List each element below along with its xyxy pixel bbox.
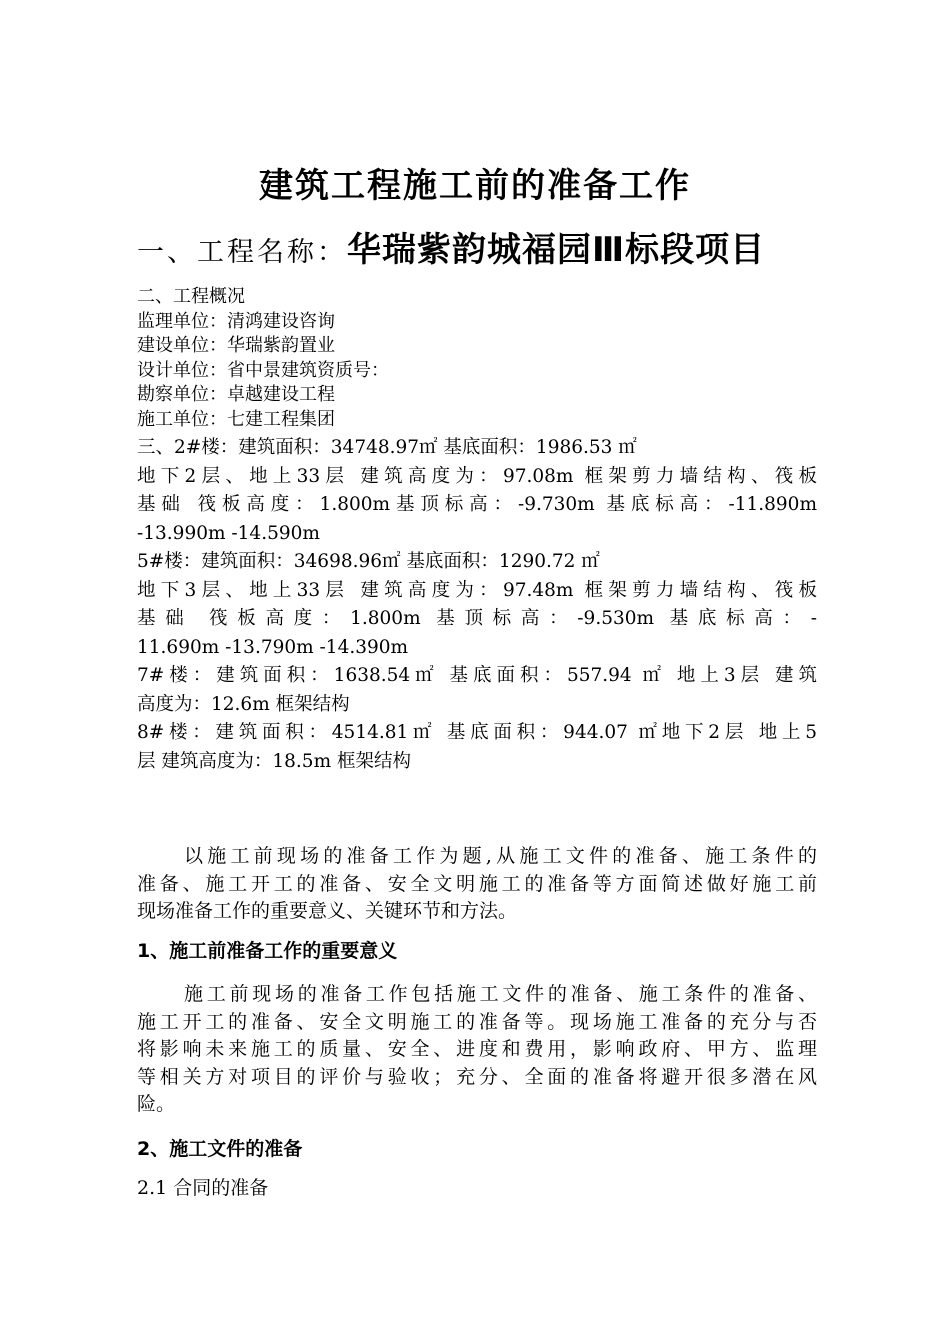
- building-2-line: 基础 筏板高度：1.800m基顶标高：-9.730m 基底标高：-11.890m: [137, 494, 817, 515]
- survey-unit: 勘察单位：卓越建设工程: [137, 384, 335, 406]
- project-name-line: [137, 226, 837, 274]
- building-5-line: 11.690m -13.790m -14.390m: [137, 636, 409, 658]
- overview-heading: 二、工程概况: [137, 286, 245, 307]
- building-5-line: 5#楼：建筑面积：34698.96㎡ 基底面积：1290.72 ㎡: [137, 551, 600, 572]
- paragraph-line: 准备、施工开工的准备、安全文明施工的准备等方面简述做好施工前: [137, 872, 817, 895]
- paragraph-line: 险。: [137, 1093, 176, 1115]
- building-7-line: 7#楼：建筑面积：1638.54㎡ 基底面积：557.94 ㎡ 地上3层 建筑: [137, 665, 817, 686]
- building-8-line: 层 建筑高度为：18.5m 框架结构: [137, 750, 411, 772]
- building-2-line: 地下2层、地上33层 建筑高度为：97.08m 框架剪力墙结构、筏板: [137, 465, 817, 487]
- section-1-paragraph: [137, 981, 817, 1119]
- document-title: 建筑工程施工前的准备工作: [259, 166, 691, 206]
- overview-block: [137, 285, 817, 433]
- construction-owner-unit: 建设单位：华瑞紫韵置业: [137, 335, 335, 357]
- paragraph-line: 将影响未来施工的质量、安全、进度和费用，影响政府、甲方、监理: [137, 1038, 817, 1060]
- subsection-2-1-heading: 2.1 合同的准备: [137, 1177, 269, 1199]
- intro-paragraph: [137, 843, 817, 926]
- paragraph-line: 施工前现场的准备工作包括施工文件的准备、施工条件的准备、: [184, 983, 817, 1005]
- paragraph-line: 现场准备工作的重要意义、关键环节和方法。: [137, 900, 518, 922]
- project-name-label: 一、工程名称：: [137, 237, 347, 268]
- paragraph-line: 以施工前现场的准备工作为题,从施工文件的准备、施工条件的: [184, 845, 817, 867]
- buildings-block: [137, 434, 817, 776]
- section-1-heading: 1、施工前准备工作的重要意义: [137, 940, 398, 962]
- building-2-line: -13.990m -14.590m: [137, 522, 320, 544]
- paragraph-line: 等相关方对项目的评价与验收；充分、全面的准备将避开很多潜在风: [137, 1065, 817, 1088]
- building-5-line: 地下3层、地上33层 建筑高度为：97.48m 框架剪力墙结构、筏板: [137, 579, 817, 601]
- project-name-value: 华瑞紫韵城福园Ⅲ标段项目: [347, 230, 766, 270]
- section-2-heading: 2、施工文件的准备: [137, 1138, 303, 1160]
- building-8-line: 8#楼：建筑面积：4514.81㎡ 基底面积：944.07 ㎡地下2层 地上5: [137, 722, 817, 743]
- contractor-unit: 施工单位：七建工程集团: [137, 408, 335, 430]
- building-5-line: 基础 筏板高度：1.800m 基顶标高：-9.530m 基底标高：-: [137, 608, 817, 629]
- building-7-line: 高度为：12.6m 框架结构: [137, 693, 350, 715]
- design-unit: 设计单位：省中景建筑资质号：: [137, 359, 389, 381]
- paragraph-line: 施工开工的准备、安全文明施工的准备等。现场施工准备的充分与否: [137, 1010, 817, 1033]
- building-2-line: 三、2#楼：建筑面积：34748.97㎡ 基底面积：1986.53 ㎡: [137, 437, 637, 458]
- supervision-unit: 监理单位：清鸿建设咨询: [137, 310, 335, 332]
